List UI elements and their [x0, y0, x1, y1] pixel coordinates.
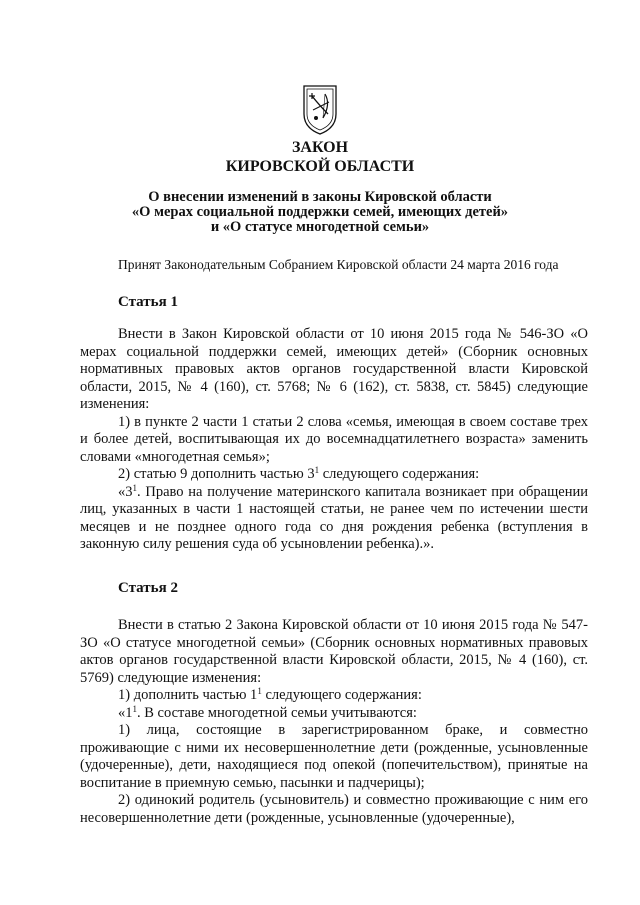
article1-body — [80, 326, 588, 554]
article2-item1: 1) дополнить частью $1^1$ следующего содержания: — [118, 686, 422, 703]
article1-heading: Статья 1 — [118, 294, 178, 310]
subject-line2: «О мерах социальной поддержки семей, имеющих детей» — [131, 204, 509, 220]
article1-quote: «$3^1$. Право на получение материнского капитала возникает при обращении лиц, указанных в части 1 настоящей статьи, не ранее чем по истечении шести месяцев и не позднее одного года со дня рождения ребенка (вступления в законную силу решения суда об усыновлении ребенка).». — [80, 482, 588, 552]
article2-intro: Внести в статью 2 Закона Кировской области от 10 июня 2015 года № 547-ЗО «О статусе многодетной семьи» (Сборник основных нормативных правовых актов органов государственной власти Кировской области, 2015, № 4 (160), ст. 5769) следующие изменения: — [80, 617, 588, 686]
law-title-line2: КИРОВСКОЙ ОБЛАСТИ — [225, 158, 415, 175]
article2-sub1: 1) лица, состоящие в зарегистрированном браке, и совместно проживающие с ними их несовершеннолетние дети (рожденные, усыновленные (удочеренные), дети, находящиеся под опекой (попечительством), принятые на воспитание в приемную семью, пасынки и падчерицы); — [80, 722, 588, 791]
article2-body — [80, 617, 588, 827]
law-title — [0, 138, 640, 176]
article1-item1: 1) в пункте 2 части 1 статьи 2 слова «семья, имеющая в своем составе трех и более детей, воспитывающая их до восемнадцатилетнего возраста» заменить словами «многодетная семья»; — [80, 413, 588, 465]
article2-heading: Статья 2 — [118, 580, 178, 596]
subject-line3: и «О статусе многодетной семьи» — [210, 219, 430, 235]
article2-sub2: 2) одинокий родитель (усыновитель) и совместно проживающие с ним его несовершеннолетние дети (рожденные, усыновленные (удочеренные), — [80, 792, 588, 826]
law-title-line1: ЗАКОН — [291, 139, 349, 156]
article1-intro: Внести в Закон Кировской области от 10 июня 2015 года № 546-ЗО «О мерах социальной поддержки семей, имеющих детей» (Сборник основных нормативных правовых актов органов государственной власти Кировской области, 2015, № 4 (160), ст. 5768; № 6 (162), ст. 5838, ст. 5845) следующие изменения: — [80, 326, 588, 412]
law-subject — [0, 190, 640, 235]
article2-quote: «$1^1$. В составе многодетной семьи учитываются: — [118, 703, 417, 721]
coat-of-arms-emblem — [301, 84, 339, 136]
subject-line1: О внесении изменений в законы Кировской области — [148, 189, 492, 205]
adoption-note: Принят Законодательным Собранием Кировской области 24 марта 2016 года — [118, 257, 559, 272]
article1-item2: 2) статью 9 дополнить частью $3^1$ следующего содержания: — [118, 465, 480, 482]
